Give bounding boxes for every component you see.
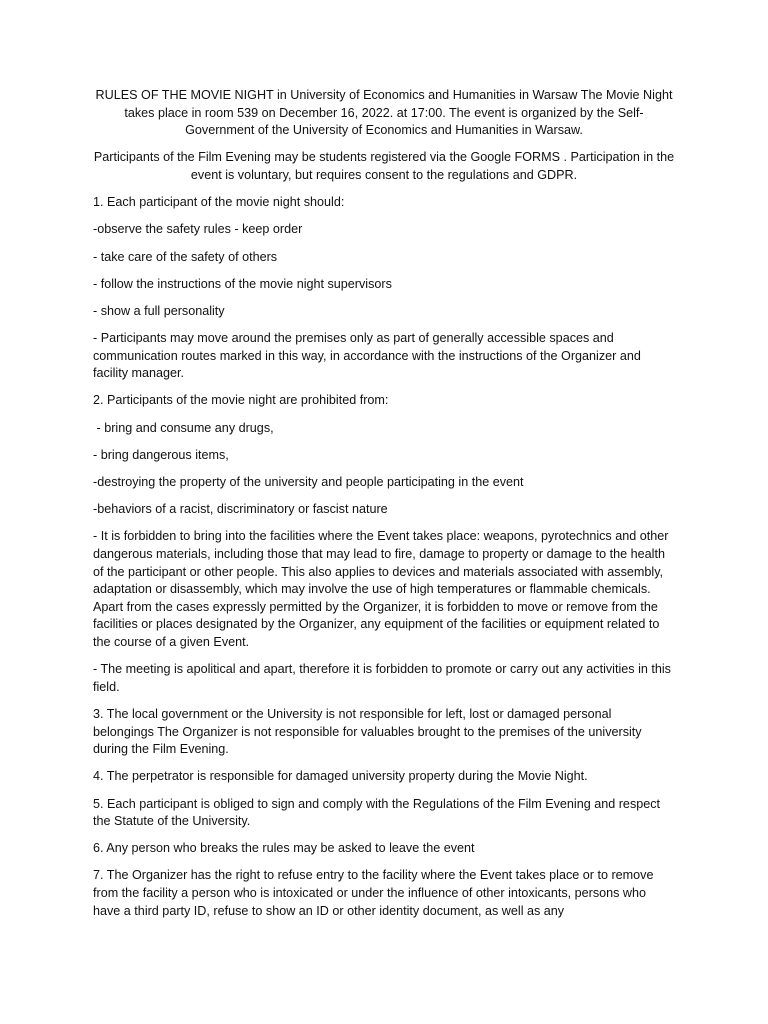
rule-1-item-premises: - Participants may move around the premises only as part of generally accessible spaces and communication routes marked in this way, in accordance with the instructions of the Organizer and facility manager. [93,331,641,381]
rule-2-item-dangerous: - bring dangerous items, [93,447,229,462]
rule-1-heading: 1. Each participant of the movie night should: [93,195,345,210]
rule-2-item-forbidden-items: - It is forbidden to bring into the facilities where the Event takes place: weapons, pyrotechnics and other dangerous materials, including those that may lead to fire, damage to property or damage to the health of the participant or other people. This also applies to devices and materials associated with assembly, adaptation or disassembly, which may involve the use of high temperatures or flammable chemicals. Apart from the cases expressly permitted by the Organizer, it is forbidden to move or remove from the facilities or places designated by the Organizer, any equipment of the facilities or equipment related to the course of a given Event. [93,529,669,649]
document-body [93,87,675,930]
rule-1-item-personality: - show a full personality [93,303,225,318]
intro-participation-paragraph: Participants of the Film Evening may be students registered via the Google FORMS . Participation in the event is voluntary, but requires consent to the regulations and GDPR. [93,150,675,182]
rule-4-paragraph: 4. The perpetrator is responsible for damaged university property during the Movie Night. [93,769,588,784]
rule-1-item-instructions: - follow the instructions of the movie night supervisors [93,276,392,291]
rule-2-item-drugs: - bring and consume any drugs, [93,420,274,435]
rule-2-item-apolitical: - The meeting is apolitical and apart, therefore it is forbidden to promote or carry out any activities in this field. [93,662,671,694]
rule-1-item-others: - take care of the safety of others [93,249,278,264]
rule-2-heading: 2. Participants of the movie night are prohibited from: [93,393,389,408]
rule-2-item-property: -destroying the property of the university and people participating in the event [93,475,524,490]
rule-5-paragraph: 5. Each participant is obliged to sign and comply with the Regulations of the Film Evening and respect the Statute of the University. [93,796,661,829]
rule-3-paragraph: 3. The local government or the University is not responsible for left, lost or damaged personal belongings The Organizer is not responsible for valuables brought to the premises of the university during the Film Evening. [93,706,642,757]
rule-1-item-safety: -observe the safety rules - keep order [93,222,303,237]
intro-heading-paragraph: RULES OF THE MOVIE NIGHT in University of Economics and Humanities in Warsaw The Movie Night takes place in room 539 on December 16, 2022. at 17:00. The event is organized by the Self-Government of the University of Economics and Humanities in Warsaw. [95,88,673,138]
rule-2-item-behaviors: -behaviors of a racist, discriminatory or fascist nature [93,502,388,517]
rule-7-paragraph: 7. The Organizer has the right to refuse entry to the facility where the Event takes place or to remove from the facility a person who is intoxicated or under the influence of other intoxicants, persons who have a third party ID, refuse to show an ID or other identity document, as well as any [93,868,654,918]
rule-6-paragraph: 6. Any person who breaks the rules may be asked to leave the event [93,841,475,856]
